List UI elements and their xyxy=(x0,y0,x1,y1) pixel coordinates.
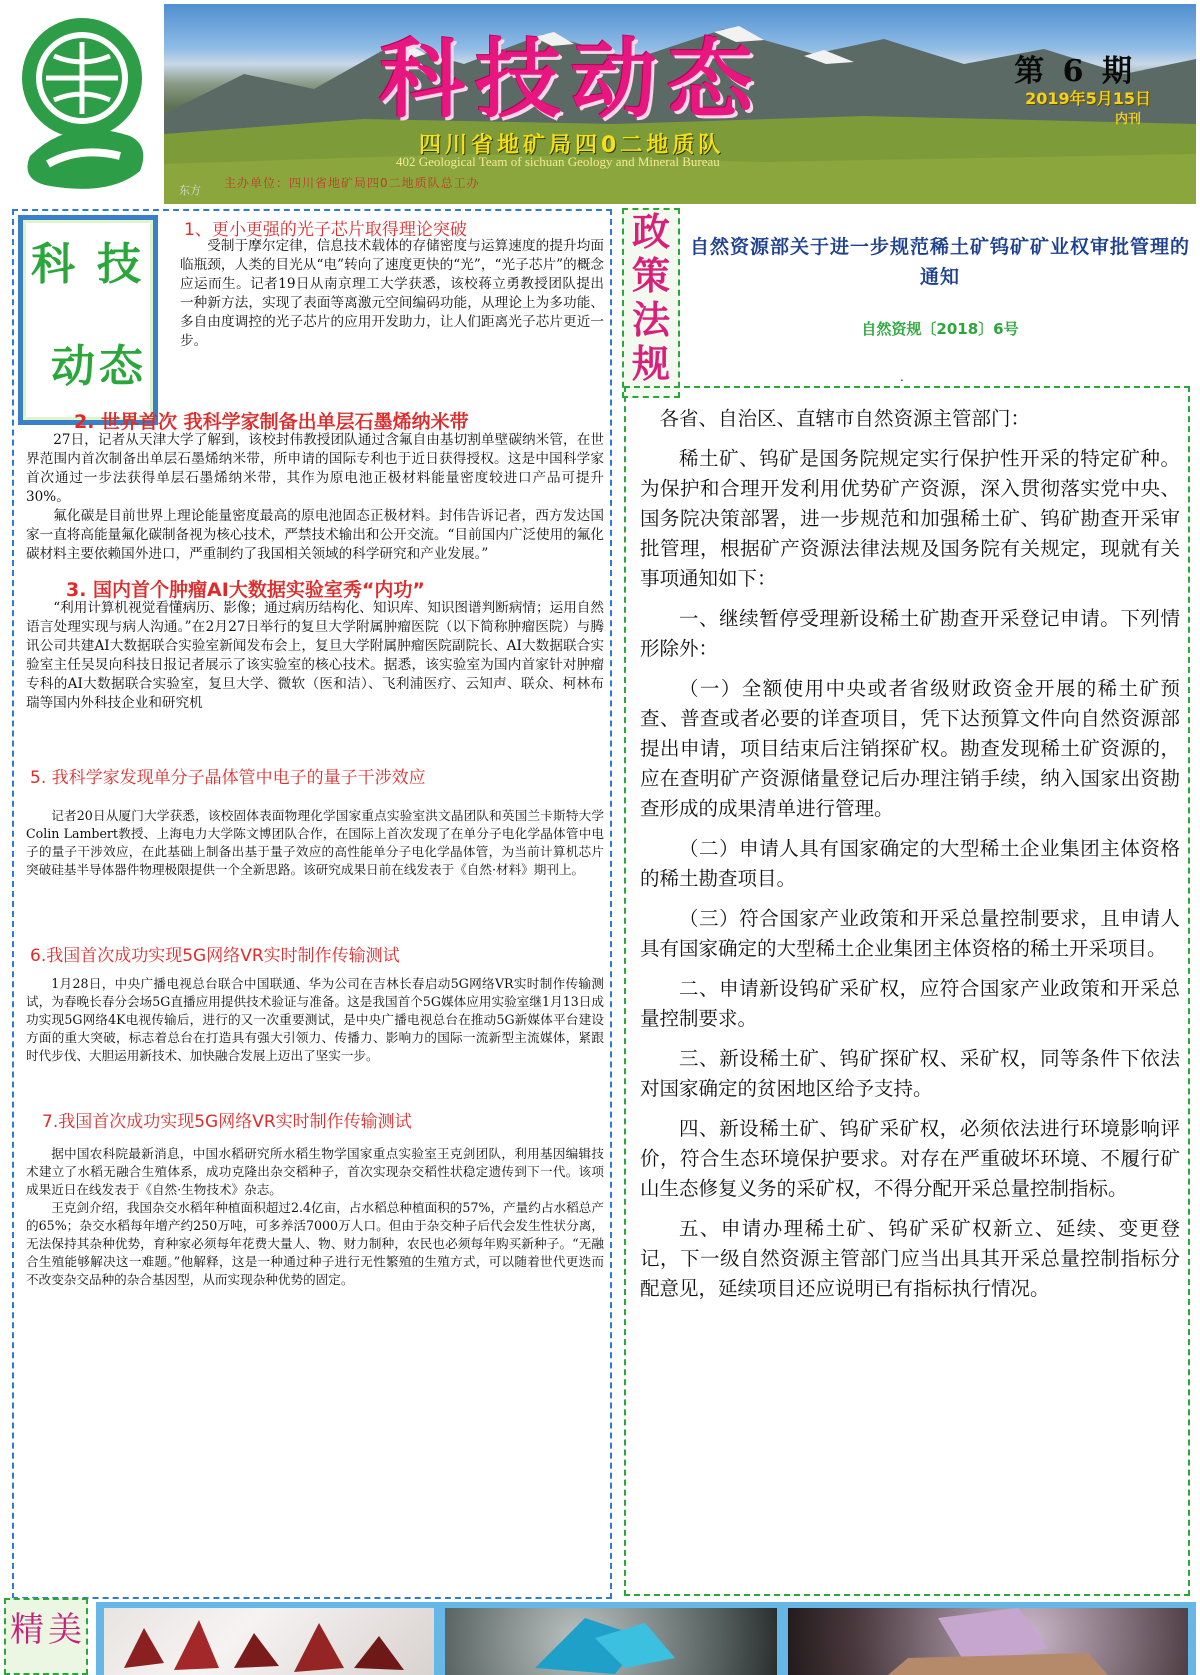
tech-news-tag xyxy=(18,215,158,425)
organization-name: 四川省地矿局四0二地质队 xyxy=(419,133,725,158)
tech-news-column xyxy=(12,209,612,1599)
tag-char: 态 xyxy=(99,341,143,392)
crystal-icon xyxy=(788,1608,1188,1675)
article-body: 1月28日，中央广播电视总台联合中国联通、华为公司在吉林长春启动5G网络VR实时制作传输测试，为春晚长春分会场5G直播应用提供技术验证与准备。这是我国首个5G媒体应用实验室继1月13日成功实现5G网络4K电视传输后，进行的又一次重要测试，是中央广播电视总台在推动5G新媒体平台建设方面的重大突破，标志着总台在打造具有强大引领力、传播力、影响力的国际一流新型主流媒体，紧跟时代步伐、大胆运用新技术、加快融合发展上迈出了坚实一步。 xyxy=(26,976,604,1063)
gem-photo-blue-copper xyxy=(445,1608,777,1675)
publication-title: 科技动态 xyxy=(379,30,763,130)
gem-photo-fluorite xyxy=(788,1608,1188,1675)
notice-paragraph: 二、申请新设钨矿采矿权，应符合国家产业政策和开采总量控制要求。 xyxy=(640,977,1180,1030)
organization-name-en: 402 Geological Team of sichuan Geology and Mineral Bureau xyxy=(396,154,720,169)
gem-section-tag xyxy=(4,1598,88,1675)
tag-char: 精 xyxy=(10,1610,44,1650)
notice-paragraph: 各省、自治区、直辖市自然资源主管部门： xyxy=(659,407,1031,430)
article-body: 记者20日从厦门大学获悉，该校固体表面物理化学国家重点实验室洪文晶团队和英国兰卡斯特大学Colin Lambert教授、上海电力大学陈文博团队合作，在国际上首次发现了在单分子电化学晶体管中电子的量子干涉效应，在此基础上制备出基于量子效应的高性能单分子电化学晶体管，为当前计算机芯片突破硅基半导体器件物理极限提供一个全新思路。该研究成果日前在线发表于《自然·材料》期刊上。 xyxy=(26,808,604,877)
tag-char: 美 xyxy=(48,1610,82,1650)
photo-signature: 东方 xyxy=(179,184,201,197)
article-body: 据中国农科院最新消息，中国水稻研究所水稻生物学国家重点实验室王克剑团队，利用基因编辑技术建立了水稻无融合生殖体系，成功克隆出杂交稻种子，首次实现杂交稻性状稳定遗传到下一代。该项成果近日在线发表于《自然·生物技术》杂志。 王克剑介绍，我国杂交水稻年种植面积超过2.4亿亩，占水稻总种植面积的57%，产量约占水稻总产的65%；杂交水稻每年增产约250万吨，可多养活7000万人口。但由于杂交种子后代会发生性状分离，无法保持其杂种优势，育种家必须每年花费大量人、物、财力制种，农民也必须每年购买新种子。“无融合生殖能够解决这一难题。”他解释，这是一种通过种子进行无性繁殖的生殖方式，可以随着世代更迭而不改变杂交品种的杂合基因型，从而实现杂种优势的固定。 xyxy=(26,1146,604,1287)
article-title: 1、更小更强的光子芯片取得理论突破 xyxy=(184,220,467,240)
tag-char: 规 xyxy=(631,342,670,386)
tag-char: 技 xyxy=(97,239,141,290)
editor-line: 主办单位：四川省地矿局四0二地质队总工办 xyxy=(224,176,480,190)
notice-body xyxy=(640,404,1180,1314)
notice-paragraph: 四、新设稀土矿、钨矿采矿权，必须依法进行环境影响评价，符合生态环境保护要求。对存在严重破坏环境、不履行矿山生态修复义务的采矿权，不得分配开采总量控制指标。 xyxy=(640,1117,1180,1200)
tag-char: 策 xyxy=(631,254,670,298)
tag-char: 政 xyxy=(631,210,670,254)
gem-photo-arsenic-iron xyxy=(104,1608,434,1675)
notice-paragraph: 一、继续暂停受理新设稀土矿勘查开采登记申请。下列情形除外： xyxy=(640,607,1180,660)
notice-title: 自然资源部关于进一步规范稀土矿钨矿矿业权审批管理的通知 xyxy=(690,236,1191,288)
article-title: 2. 世界首次 我科学家制备出单层石墨烯纳米带 xyxy=(74,411,469,433)
issue-number: 第 6 期 xyxy=(1014,54,1136,89)
tag-char: 科 xyxy=(31,239,75,290)
article-title: 7.我国首次成功实现5G网络VR实时制作传输测试 xyxy=(42,1112,412,1132)
article-title: 5. 我科学家发现单分子晶体管中电子的量子干涉效应 xyxy=(30,768,426,788)
notice-paragraph: 稀土矿、钨矿是国务院规定实行保护性开采的特定矿种。为保护和合理开发利用优势矿产资源，深入贯彻落实党中央、国务院决策部署，进一步规范和加强稀土矿、钨矿勘查开采审批管理，根据矿产资源法律法规及国务院有关规定，现就有关事项通知如下： xyxy=(640,447,1180,590)
article-body: 受制于摩尔定律，信息技术载体的存储密度与运算速度的提升均面临瓶颈，人类的目光从“电”转向了速度更快的“光”，“光子芯片”的概念应运而生。记者19日从南京理工大学获悉，该校蒋立勇教授团队提出一种新方法，实现了表面等离激元空间编码功能，从理论上为多功能、多自由度调控的光子芯片的应用开发助力，让人们距离光子芯片更近一步。 xyxy=(180,238,604,349)
article-body: 27日，记者从天津大学了解到，该校封伟教授团队通过含氟自由基切割单壁碳纳米管，在世界范围内首次制备出单层石墨烯纳米带，所申请的国际专利也于近日获得授权。这是中国科学家首次通过一步法获得单层石墨烯纳米带，其作为原电池正极材料能量密度较进口产品可提升30%。 氟化碳是目前世界上理论能量密度最高的原电池固态正极材料。封伟告诉记者，西方发达国家一直将高能量氟化碳制备视为核心技术，严禁技术输出和公开交流。“目前国内广泛使用的氟化碳材料主要依赖国外进口，严重制约了我国相关领域的科学研究和产业发展。” xyxy=(26,432,604,562)
crystal-icon xyxy=(445,1608,777,1675)
notice-number: 自然资规〔2018〕6号 xyxy=(861,320,1019,338)
notice-paragraph: 五、申请办理稀土矿、钨矿采矿权新立、延续、变更登记，下一级自然资源主管部门应当出具其开采总量控制指标分配意见，延续项目还应说明已有指标执行情况。 xyxy=(640,1217,1180,1300)
policy-tag xyxy=(622,208,680,398)
article-title: 3. 国内首个肿瘤AI大数据实验室秀“内功” xyxy=(66,579,425,601)
masthead xyxy=(0,0,1200,205)
crystal-icon xyxy=(104,1608,434,1675)
tag-char: 动 xyxy=(51,341,95,392)
mountain-banner xyxy=(164,4,1196,204)
issue-date: 2019年5月15日 xyxy=(1025,89,1151,108)
internal-label: 内刊 xyxy=(1114,112,1141,127)
notice-paragraph: （三）符合国家产业政策和开采总量控制要求，且申请人具有国家确定的大型稀土企业集团主体资格的稀土开采项目。 xyxy=(640,907,1180,960)
article-body: “利用计算机视觉看懂病历、影像；通过病历结构化、知识库、知识图谱判断病情；运用自然语言处理实现与病人沟通。”在2月27日举行的复旦大学附属肿瘤医院（以下简称肿瘤医院）与腾讯公司共建AI大数据联合实验室新闻发布会上，复旦大学附属肿瘤医院副院长、AI大数据联合实验室主任吴炅向科技日报记者展示了该实验室的核心技术。据悉，该实验室为国内首家针对肿瘤专科的AI大数据联合实验室，复旦大学、微软（医和洁）、飞利浦医疗、云知声、联众、柯林布瑞等国内外科技企业和研究机 xyxy=(26,600,604,711)
notice-paragraph: 三、新设稀土矿、钨矿探矿权、采矿权，同等条件下依法对国家确定的贫困地区给予支持。 xyxy=(640,1047,1180,1100)
tag-char: 法 xyxy=(631,298,670,342)
notice-paragraph: （一）全额使用中央或者省级财政资金开展的稀土矿预查、普查或者必要的详查项目，凭下达预算文件向自然资源部提出申请，项目结束后注销探矿权。勘查发现稀土矿资源的，应在查明矿产资源储量登记后办理注销手续，纳入国家出资勘查形成的成果清单进行管理。 xyxy=(640,677,1180,820)
separator-dot: . xyxy=(900,370,904,384)
notice-paragraph: （二）申请人具有国家确定的大型稀土企业集团主体资格的稀土勘查项目。 xyxy=(640,837,1180,890)
article-title: 6.我国首次成功实现5G网络VR实时制作传输测试 xyxy=(30,946,400,966)
organization-logo-icon xyxy=(10,6,160,198)
